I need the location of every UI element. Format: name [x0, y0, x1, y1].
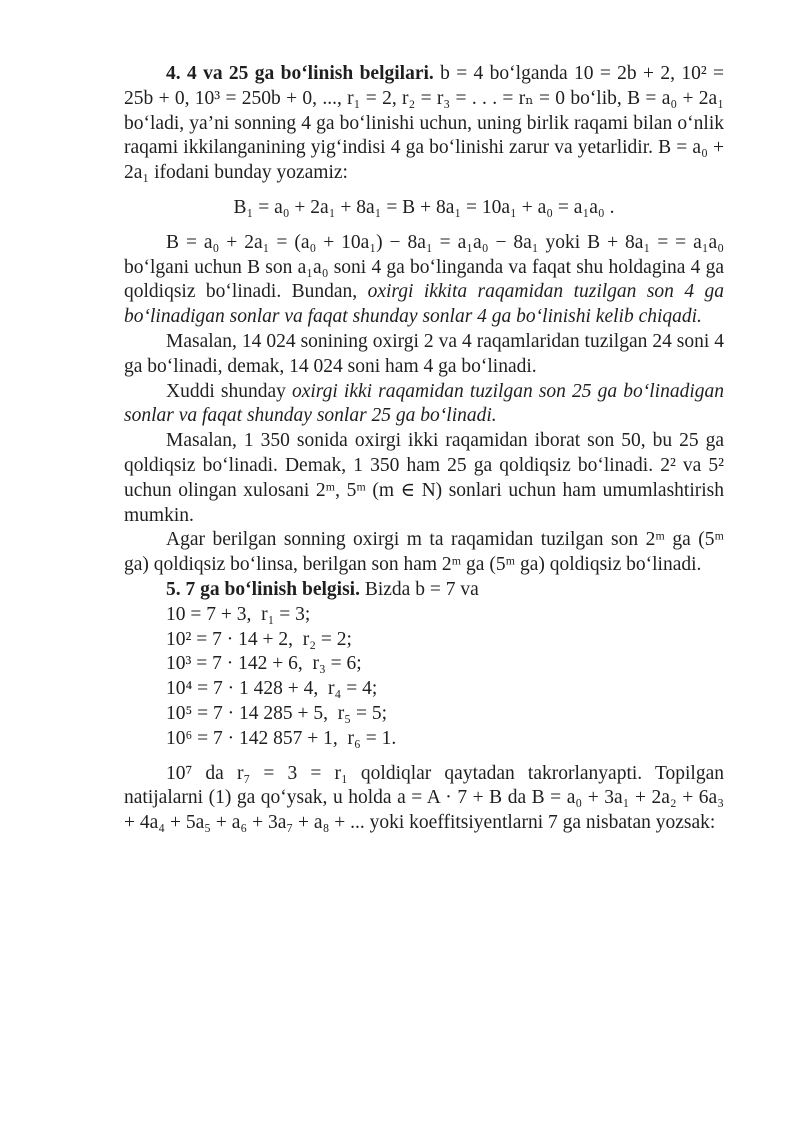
remainder-line: 10⁶ = 7 · 142 857 + 1, r₆ = 1.: [166, 727, 397, 749]
example-14024: Masalan, 14 024 sonining oxirgi 2 va 4 raqamlaridan tuzilgan 24 soni 4 ga bo‘linadi, demak, 14 024 soni ham 4 ga bo‘linadi.: [124, 330, 724, 377]
remainder-line: 10⁴ = 7 · 1 428 + 4, r₄ = 4;: [166, 678, 378, 700]
remainder-line: 10⁵ = 7 · 14 285 + 5, r₅ = 5;: [166, 702, 387, 724]
formula-b1: B₁ = a₀ + 2a₁ + 8a₁ = B + 8a₁ = 10a₁ + a₀ = a₁a₀ .: [233, 196, 615, 218]
section4-paragraph-3: [124, 380, 724, 430]
section4-heading: 4. 4 va 25 ga bo‘linish belgilari.: [166, 63, 434, 84]
section4-paragraph-2: [124, 231, 724, 330]
section5-closing: 10⁷ da r₇ = 3 = r₁ qoldiqlar qaytadan takrorlanyapti. Topilgan natijalarni (1) ga qo‘ysak, u holda a = A · 7 + B da B = a₀ + 3a₁ + 2a₂ + 6a₃ + 4a₄ + 5a₅ + a₆ + 3a₇ + a₈ + ... yoki koeffitsiyentlarni 7 ga nisbatan yozsak:: [124, 762, 724, 834]
generalization-paragraph: Agar berilgan sonning oxirgi m ta raqamidan tuzilgan son 2ᵐ ga (5ᵐ ga) qoldiqsiz bo‘linsa, berilgan son ham 2ᵐ ga (5ᵐ ga) qoldiqsiz bo‘linadi.: [124, 529, 724, 576]
section4-para3-text: Xuddi shunday: [166, 380, 286, 402]
remainder-list: [124, 603, 724, 752]
section4-intro: b = 4 bo‘lganda 10 = 2b + 2, 10² = 25b + 0, 10³ = 250b + 0, ..., r₁ = 2, r₂ = r₃ = . . . = rₙ = 0 bo‘lib, B = a₀ + 2a₁ bo‘ladi, ya’ni sonning 4 ga bo‘linishi uchun, uning birlik raqami bilan o‘nlik raqami ikkilanganining yig‘indisi 4 ga bo‘linishi zarur va yetarlidir. B = a₀ + 2a₁ ifodani bunday yozamiz:: [124, 63, 725, 184]
section5-paragraph: [124, 578, 724, 603]
example-1350: Masalan, 1 350 sonida oxirgi ikki raqamidan iborat son 50, bu 25 ga qoldiqsiz bo‘linadi. Demak, 1 350 ham 25 ga qoldiqsiz bo‘linadi. 2² va 5² uchun olingan xulosani 2ᵐ, 5ᵐ (m ∈ N) sonlari uchun ham umumlashtirish mumkin.: [124, 430, 724, 526]
remainder-line: 10³ = 7 · 142 + 6, r₃ = 6;: [166, 653, 362, 675]
section4-para3-rule: oxirgi ikki raqamidan tuzilgan son 25 ga bo‘linadigan sonlar va faqat shunday sonlar 25 ga bo‘linadi.: [124, 380, 724, 427]
remainder-line: 10 = 7 + 3, r₁ = 3;: [166, 603, 311, 625]
section5-intro: Bizda b = 7 va: [364, 578, 479, 600]
page-content: [124, 62, 724, 836]
section4-para2-rule: oxirgi ikkita raqamidan tuzilgan son 4 ga bo‘linadigan sonlar va faqat shunday sonlar 4 ga bo‘linishi kelib chiqadi.: [124, 281, 724, 328]
section4-para2-text: B = a₀ + 2a₁ = (a₀ + 10a₁) − 8a₁ = a₁a₀ − 8a₁ yoki B + 8a₁ = = a₁a₀ bo‘lgani uchun B son a₁a₀ soni 4 ga bo‘linganda va faqat shu holdagina 4 ga qoldiqsiz bo‘linadi. Bundan,: [124, 231, 724, 303]
section5-heading: 5. 7 ga bo‘linish belgisi.: [166, 578, 360, 600]
remainder-line: 10² = 7 · 14 + 2, r₂ = 2;: [166, 628, 352, 650]
section4-paragraph: [124, 62, 724, 186]
